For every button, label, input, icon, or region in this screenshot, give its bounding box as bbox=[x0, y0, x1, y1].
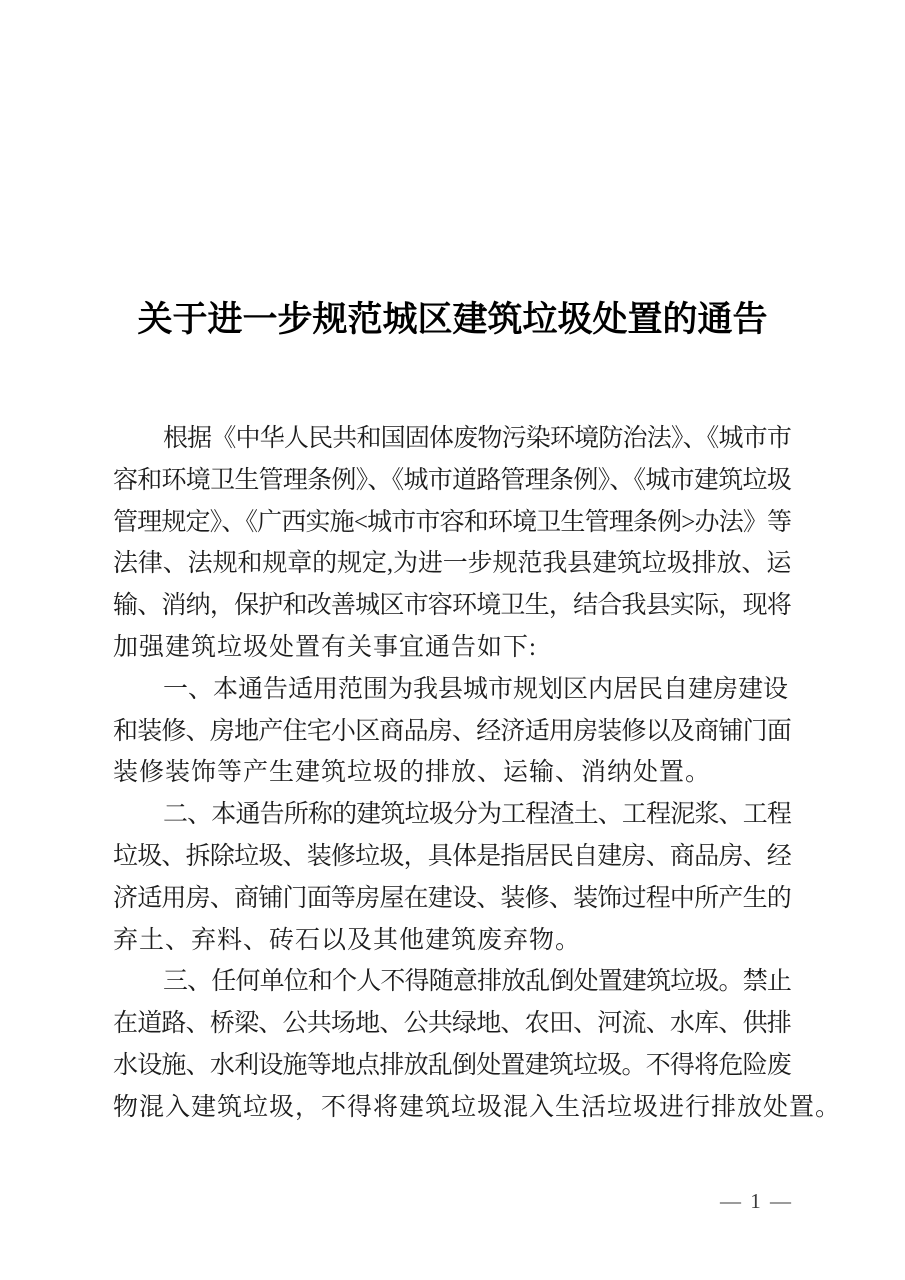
page-number: — 1 — bbox=[720, 1189, 793, 1213]
document-line: 装修装饰等产生建筑垃圾的排放、运输、消纳处置。 bbox=[113, 759, 712, 787]
paragraph bbox=[113, 669, 791, 794]
document-line: 一、本通告适用范围为我县城市规划区内居民自建房建设 bbox=[163, 675, 789, 703]
document-line: 济适用房、商铺门面等房屋在建设、装修、装饰过程中所产生的 bbox=[113, 884, 792, 912]
document-line: 加强建筑垃圾处置有关事宜通告如下: bbox=[113, 633, 537, 661]
document-line: 和装修、房地产住宅小区商品房、经济适用房装修以及商铺门面 bbox=[113, 717, 792, 745]
document-line: 容和环境卫生管理条例》、《城市道路管理条例》、《城市建筑垃圾 bbox=[113, 466, 792, 494]
document-line: 输、消纳，保护和改善城区市容环境卫生，结合我县实际，现将 bbox=[113, 592, 792, 620]
document-line: 弃土、弃料、砖石以及其他建筑废弃物。 bbox=[113, 926, 582, 954]
document-line: 管理规定》、《广西实施<城市市容和环境卫生管理条例>办法》等 bbox=[113, 508, 792, 536]
document-line: 物混入建筑垃圾，不得将建筑垃圾混入生活垃圾进行排放处置。 bbox=[113, 1093, 842, 1121]
document-body bbox=[113, 418, 842, 1129]
paragraph bbox=[113, 794, 791, 961]
document-line: 垃圾、拆除垃圾、装修垃圾，具体是指居民自建房、商品房、经 bbox=[113, 842, 792, 870]
paragraph bbox=[113, 961, 842, 1128]
document-line: 三、任何单位和个人不得随意排放乱倒处置建筑垃圾。禁止 bbox=[163, 968, 792, 996]
paragraph bbox=[113, 418, 791, 669]
document-title: 关于进一步规范城区建筑垃圾处置的通告 bbox=[137, 300, 768, 339]
document-line: 法律、法规和规章的规定,为进一步规范我县建筑垃圾排放、运 bbox=[113, 550, 792, 578]
document-line: 在道路、桥梁、公共场地、公共绿地、农田、河流、水库、供排 bbox=[113, 1010, 792, 1038]
document-line: 二、本通告所称的建筑垃圾分为工程渣土、工程泥浆、工程 bbox=[163, 801, 792, 829]
document-line: 根据《中华人民共和国固体废物污染环境防治法》、《城市市 bbox=[163, 425, 792, 452]
document-line: 水设施、水利设施等地点排放乱倒处置建筑垃圾。不得将危险废 bbox=[113, 1051, 792, 1079]
